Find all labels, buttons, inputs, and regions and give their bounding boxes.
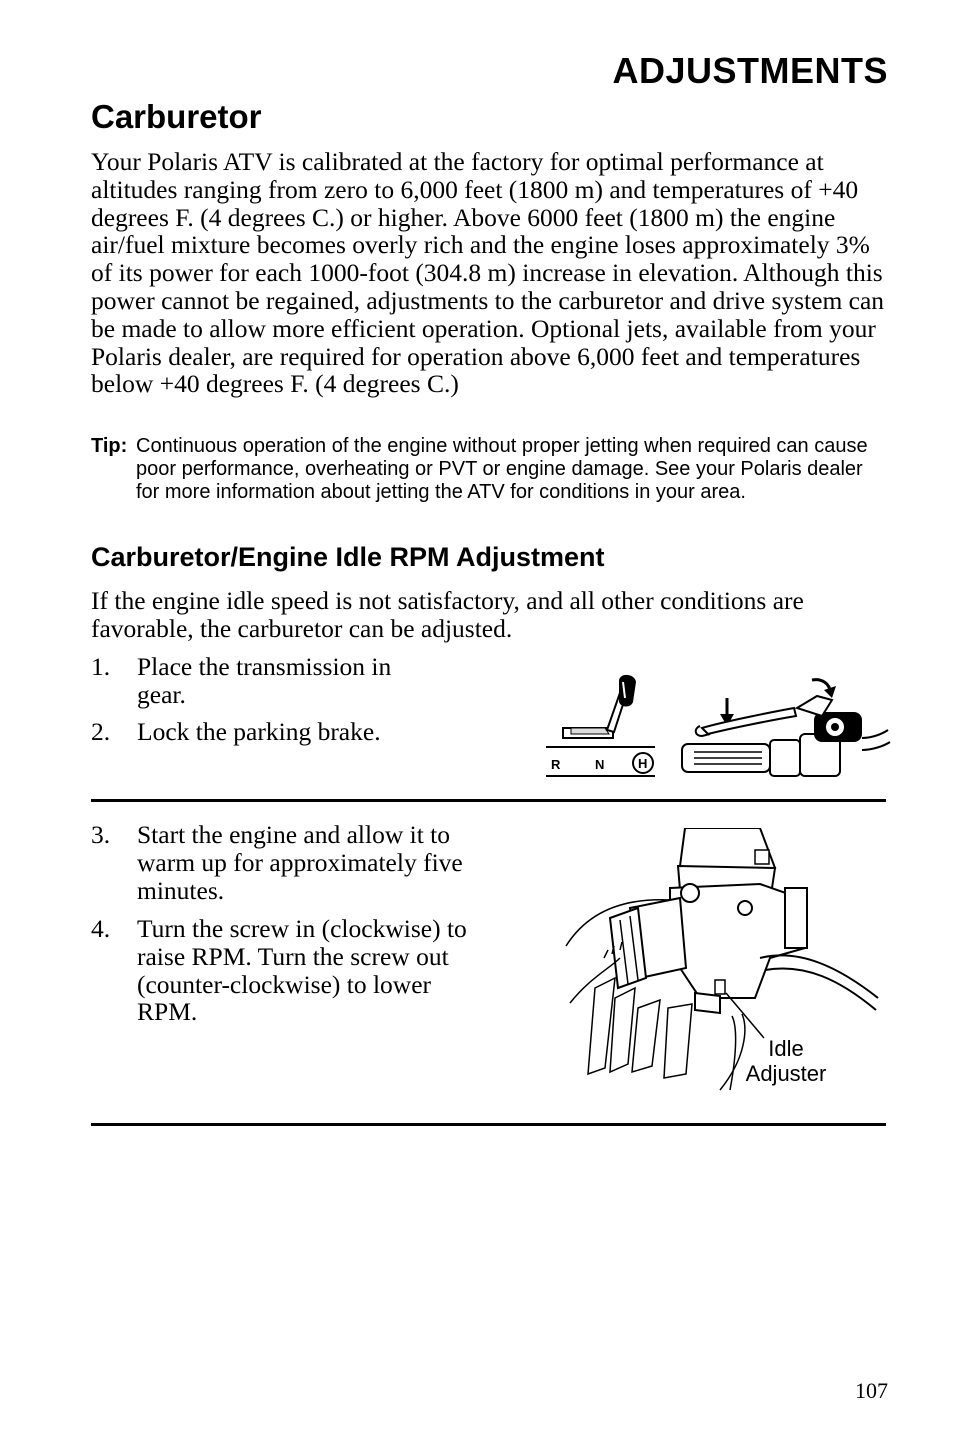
- idle-label-line2: Adjuster: [745, 1061, 827, 1086]
- carburetor-illustration: [560, 828, 880, 1098]
- step-number: 4.: [91, 914, 111, 943]
- tip-label: Tip:: [91, 435, 128, 457]
- idle-label-line1: Idle: [768, 1036, 804, 1061]
- step-2: [91, 718, 491, 746]
- gear-shifter-illustration: [543, 668, 658, 780]
- step-1: [91, 653, 431, 709]
- step-text: Lock the parking brake.: [137, 717, 381, 746]
- step-text: Place the transmission in gear.: [137, 652, 392, 709]
- step-number: 2.: [91, 717, 111, 746]
- step-number: 1.: [91, 652, 111, 681]
- step-4: [91, 915, 481, 1026]
- section-title: Carburetor: [91, 98, 262, 135]
- chapter-title: ADJUSTMENTS: [612, 50, 888, 91]
- idle-adjuster-label: [740, 1036, 832, 1086]
- section-divider: [91, 1123, 886, 1126]
- parking-brake-illustration: [672, 668, 892, 783]
- step-number: 3.: [91, 820, 111, 849]
- shift-label-h: H: [638, 756, 648, 771]
- step-text: Turn the screw in (clockwise) to raise RPM. Turn the screw out (counter-clockwise) to lower RPM.: [137, 914, 467, 1027]
- step-text: Start the engine and allow it to warm up for approximately five minutes.: [137, 820, 463, 905]
- shift-label-n: N: [595, 757, 605, 772]
- intro-paragraph: Your Polaris ATV is calibrated at the factory for optimal performance at altitudes ranging from zero to 6,000 feet (1800 m) and temperatures of +40 degrees F. (4 degrees C.) or higher. Above 6000 feet (1800 m) the engine air/fuel mixture becomes overly rich and the engine loses approximately 3% of its power for each 1000-foot (304.8 m) increase in elevation. Although this power cannot be regained, adjustments to the carburetor and drive system can be made to allow more efficient operation. Optional jets, available from your Polaris dealer, are required for operation above 6,000 feet and temperatures below +40 degrees F. (4 degrees C.): [91, 147, 885, 399]
- section-divider: [91, 799, 886, 802]
- tip-text: Continuous operation of the engine without proper jetting when required can cause poor performance, overheating or PVT or engine damage. See your Polaris dealer for more information about jetting the ATV for conditions in your area.: [136, 435, 868, 503]
- shift-label-r: R: [551, 757, 561, 772]
- page-number: 107: [855, 1378, 888, 1403]
- subsection-intro: If the engine idle speed is not satisfactory, and all other conditions are favorable, the carburetor can be adjusted.: [91, 586, 804, 643]
- step-3: [91, 821, 491, 904]
- tip-note: [91, 435, 891, 504]
- subsection-title: Carburetor/Engine Idle RPM Adjustment: [91, 542, 605, 572]
